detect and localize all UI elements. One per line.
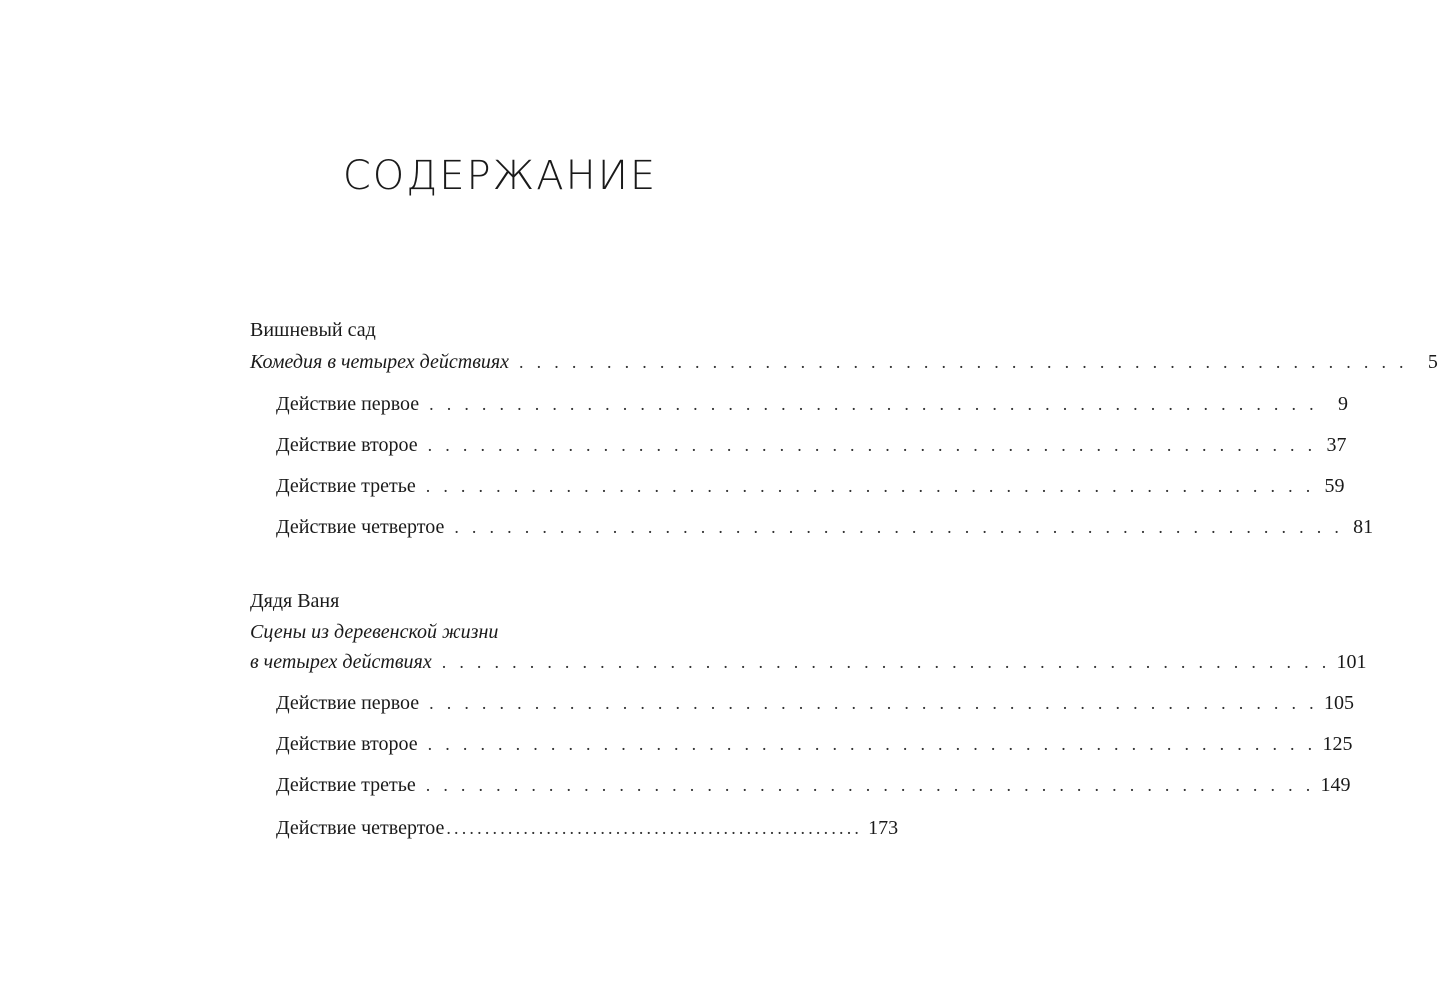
act-label: Действие второе <box>276 434 418 456</box>
act-label: Действие второе <box>276 733 418 755</box>
dot-leader: . . . . . . . . . . . . . . . . . . . . . . . . . . . . . . . . . . . . . . . . . . . . . . . . . . . <box>425 775 1315 795</box>
section-title-text: Дядя Ваня <box>250 590 340 612</box>
dot-leader: . . . . . . . . . . . . . . . . . . . . . . . . . . . . . . . . . . . . . . . . . . . . . . . . . . . <box>454 517 1344 537</box>
page-number: 125 <box>1322 733 1353 755</box>
dot-leader: . . . . . . . . . . . . . . . . . . . . . . . . . . . . . . . . . . . . . . . . . . . . . . . . . . . <box>425 476 1315 496</box>
page-number: 59 <box>1324 475 1345 497</box>
section-title <box>250 315 750 345</box>
toc-entry[interactable] <box>276 430 1347 460</box>
page-number: 105 <box>1323 692 1354 714</box>
page-number: 37 <box>1326 434 1347 456</box>
section-title <box>250 586 750 616</box>
section-subtitle: Комедия в четырех действиях <box>250 351 510 373</box>
toc-entry[interactable] <box>276 770 1351 800</box>
act-label: Действие четвертое <box>276 516 445 538</box>
act-label: Действие третье <box>276 475 416 497</box>
dot-leader: . . . . . . . . . . . . . . . . . . . . . . . . . . . . . . . . . . . . . . . . . . . . . . . . . . . <box>441 652 1331 672</box>
dot-leader: . . . . . . . . . . . . . . . . . . . . . . . . . . . . . . . . . . . . . . . . . . . . . . . . . . . <box>427 734 1317 754</box>
page-number: 173 <box>868 817 899 839</box>
page-title: СОДЕРЖАНИЕ <box>342 153 658 199</box>
section-subtitle-line <box>250 617 750 647</box>
section-subtitle: в четырех действиях <box>250 651 432 673</box>
page-number: 149 <box>1320 774 1351 796</box>
section-title-text: Вишневый сад <box>250 319 376 341</box>
dot-leader: ...................................................... <box>446 818 863 838</box>
dot-leader: . . . . . . . . . . . . . . . . . . . . . . . . . . . . . . . . . . . . . . . . . . . . . . . . . . . <box>427 435 1317 455</box>
page-number: 101 <box>1336 651 1367 673</box>
act-label: Действие четвертое <box>276 817 445 839</box>
dot-leader: . . . . . . . . . . . . . . . . . . . . . . . . . . . . . . . . . . . . . . . . . . . . . . . . . . . <box>429 693 1318 713</box>
toc-entry[interactable] <box>250 647 1367 677</box>
act-label: Действие первое <box>276 393 420 415</box>
toc-entry[interactable] <box>276 813 899 843</box>
toc-entry[interactable] <box>276 688 1354 718</box>
dot-leader: . . . . . . . . . . . . . . . . . . . . . . . . . . . . . . . . . . . . . . . . . . . . . . . . . . . <box>429 394 1318 414</box>
toc-entry[interactable] <box>250 347 1438 377</box>
toc-entry[interactable] <box>276 389 1348 419</box>
toc-entry[interactable] <box>276 471 1345 501</box>
page-number: 5 <box>1427 351 1438 373</box>
toc-entry[interactable] <box>276 512 1374 542</box>
dot-leader: . . . . . . . . . . . . . . . . . . . . . . . . . . . . . . . . . . . . . . . . . . . . . . . . . . . <box>519 352 1408 372</box>
toc-entry[interactable] <box>276 729 1353 759</box>
act-label: Действие первое <box>276 692 420 714</box>
page-number: 81 <box>1353 516 1374 538</box>
page-number: 9 <box>1337 393 1348 415</box>
act-label: Действие третье <box>276 774 416 796</box>
table-of-contents <box>250 0 1438 1000</box>
section-subtitle: Сцены из деревенской жизни <box>250 621 499 643</box>
